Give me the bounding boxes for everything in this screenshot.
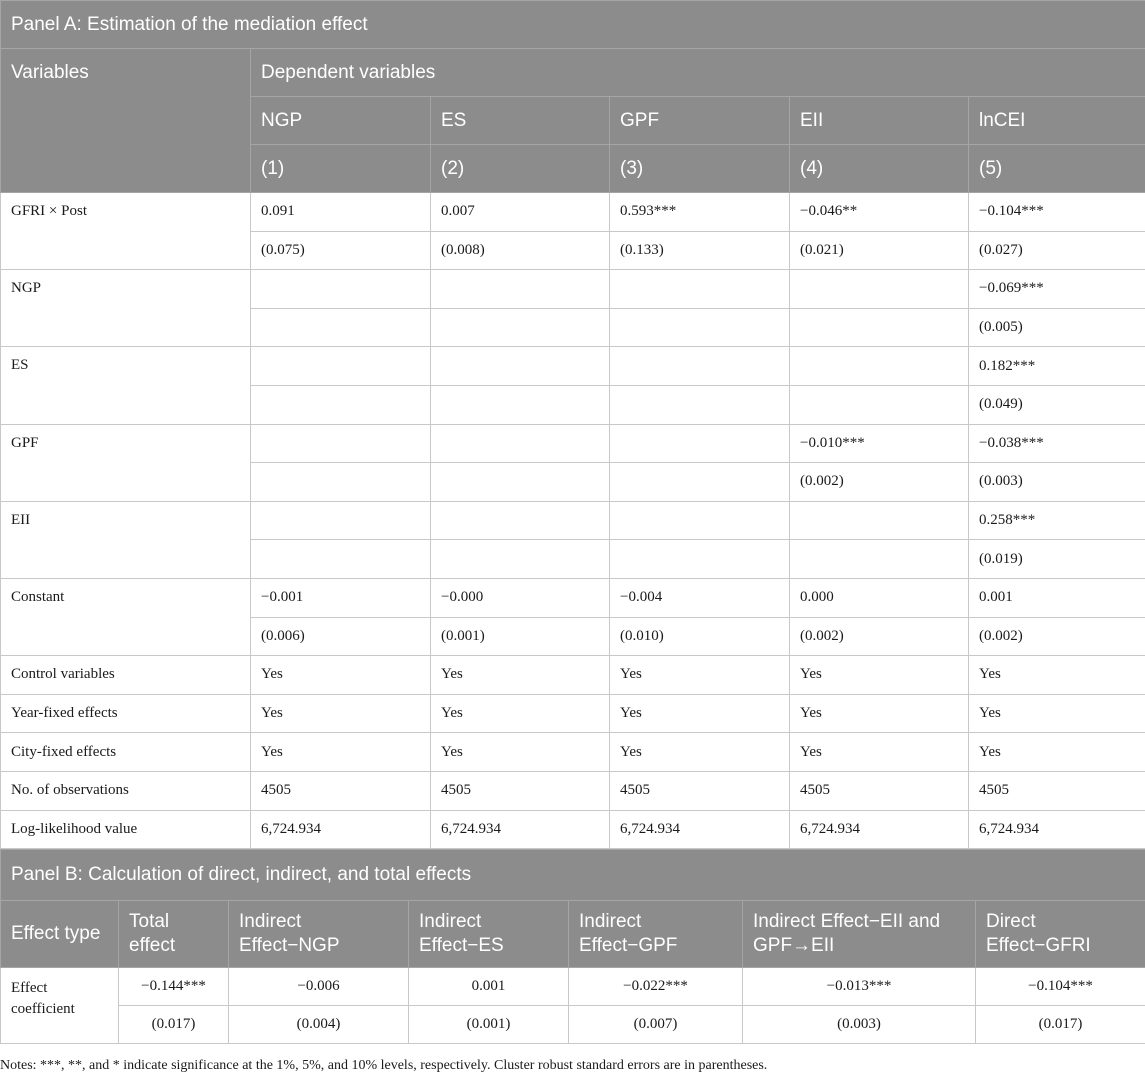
coef-cell: −0.104*** <box>969 193 1145 232</box>
panel-b-title-row <box>1 850 1145 901</box>
value-cell: Yes <box>431 694 610 733</box>
value-cell: Yes <box>610 733 790 772</box>
se-cell <box>610 540 790 579</box>
total-effect-header: Total effect <box>119 901 229 968</box>
panel-a-title-row <box>1 1 1145 49</box>
row-label: No. of observations <box>1 771 251 810</box>
column-number: (5) <box>969 145 1145 193</box>
value-cell: 4505 <box>790 771 969 810</box>
table-row <box>1 270 1145 309</box>
se-cell <box>610 463 790 502</box>
value-cell: Yes <box>969 694 1145 733</box>
coef-cell <box>431 347 610 386</box>
se-cell <box>251 540 431 579</box>
value-cell: 6,724.934 <box>790 810 969 849</box>
panel-b-title: Panel B: Calculation of direct, indirect, and total effects <box>1 850 1145 901</box>
coef-cell: 0.001 <box>409 968 569 1006</box>
table-row <box>1 694 1145 733</box>
se-cell: (0.075) <box>251 231 431 270</box>
coef-cell <box>251 424 431 463</box>
value-cell: Yes <box>431 733 610 772</box>
value-cell: 6,724.934 <box>431 810 610 849</box>
header-row-1 <box>1 49 1145 97</box>
table-row <box>1 968 1145 1006</box>
value-cell: Yes <box>969 656 1145 695</box>
value-cell: Yes <box>969 733 1145 772</box>
coef-cell: 0.007 <box>431 193 610 232</box>
coef-cell: −0.046** <box>790 193 969 232</box>
indirect-gpf-header: Indirect Effect−GPF <box>569 901 743 968</box>
column-header-eii: EII <box>790 97 969 145</box>
column-number: (1) <box>251 145 431 193</box>
coef-cell <box>431 501 610 540</box>
indirect-eii-header: Indirect Effect−EII and GPF→EII <box>743 901 976 968</box>
value-cell: Yes <box>431 656 610 695</box>
se-cell: (0.021) <box>790 231 969 270</box>
row-label: GPF <box>1 424 251 501</box>
se-cell: (0.002) <box>790 463 969 502</box>
se-cell: (0.019) <box>969 540 1145 579</box>
coef-cell <box>431 270 610 309</box>
value-cell: 4505 <box>969 771 1145 810</box>
column-number: (3) <box>610 145 790 193</box>
se-cell: (0.133) <box>610 231 790 270</box>
coef-cell: −0.010*** <box>790 424 969 463</box>
table-row <box>1 193 1145 232</box>
se-cell <box>431 308 610 347</box>
row-label: Constant <box>1 578 251 655</box>
se-cell <box>790 540 969 579</box>
indirect-es-header: Indirect Effect−ES <box>409 901 569 968</box>
table-row <box>1 501 1145 540</box>
se-cell: (0.003) <box>969 463 1145 502</box>
coef-cell <box>251 347 431 386</box>
se-cell <box>610 308 790 347</box>
se-cell <box>610 385 790 424</box>
row-label: Effect coefficient <box>1 968 119 1044</box>
row-label: Control variables <box>1 656 251 695</box>
coef-cell: 0.001 <box>969 578 1145 617</box>
value-cell: 6,724.934 <box>251 810 431 849</box>
value-cell: Yes <box>790 694 969 733</box>
row-label: GFRI × Post <box>1 193 251 270</box>
variables-header: Variables <box>1 49 251 193</box>
se-cell <box>251 385 431 424</box>
coef-cell: −0.006 <box>229 968 409 1006</box>
value-cell: 6,724.934 <box>610 810 790 849</box>
se-cell <box>431 463 610 502</box>
row-label: Year-fixed effects <box>1 694 251 733</box>
value-cell: 4505 <box>251 771 431 810</box>
se-cell: (0.007) <box>569 1006 743 1044</box>
se-cell: (0.004) <box>229 1006 409 1044</box>
panel-a-title: Panel A: Estimation of the mediation effect <box>1 1 1145 49</box>
se-cell <box>790 385 969 424</box>
coef-cell: −0.069*** <box>969 270 1145 309</box>
coef-cell: −0.022*** <box>569 968 743 1006</box>
se-cell <box>431 540 610 579</box>
table-row <box>1 656 1145 695</box>
se-cell <box>790 308 969 347</box>
table-row <box>1 810 1145 849</box>
table-row <box>1 1006 1145 1044</box>
column-header-lncei: lnCEI <box>969 97 1145 145</box>
effect-type-header: Effect type <box>1 901 119 968</box>
se-cell: (0.001) <box>409 1006 569 1044</box>
table-row <box>1 733 1145 772</box>
coef-cell: 0.182*** <box>969 347 1145 386</box>
direct-gfri-header: Direct Effect−GFRI <box>976 901 1145 968</box>
indirect-ngp-header: Indirect Effect−NGP <box>229 901 409 968</box>
value-cell: Yes <box>251 694 431 733</box>
coef-cell: −0.038*** <box>969 424 1145 463</box>
coef-cell <box>790 501 969 540</box>
se-cell: (0.002) <box>969 617 1145 656</box>
se-cell: (0.017) <box>119 1006 229 1044</box>
coef-cell: −0.144*** <box>119 968 229 1006</box>
coef-cell <box>610 424 790 463</box>
table-row <box>1 771 1145 810</box>
row-label: ES <box>1 347 251 424</box>
coef-cell: −0.000 <box>431 578 610 617</box>
value-cell: 4505 <box>610 771 790 810</box>
value-cell: Yes <box>790 733 969 772</box>
coef-cell: 0.593*** <box>610 193 790 232</box>
coef-cell: −0.001 <box>251 578 431 617</box>
value-cell: Yes <box>790 656 969 695</box>
row-label: NGP <box>1 270 251 347</box>
panel-b-table <box>0 849 1145 1044</box>
value-cell: Yes <box>251 656 431 695</box>
coef-cell: 0.000 <box>790 578 969 617</box>
coef-cell <box>610 270 790 309</box>
column-number: (2) <box>431 145 610 193</box>
se-cell: (0.010) <box>610 617 790 656</box>
se-cell: (0.001) <box>431 617 610 656</box>
table-row <box>1 578 1145 617</box>
coef-cell: 0.258*** <box>969 501 1145 540</box>
coef-cell <box>610 347 790 386</box>
dependent-variables-header: Dependent variables <box>251 49 1145 97</box>
se-cell: (0.005) <box>969 308 1145 347</box>
se-cell: (0.006) <box>251 617 431 656</box>
value-cell: Yes <box>610 694 790 733</box>
row-label: Log-likelihood value <box>1 810 251 849</box>
table-row <box>1 347 1145 386</box>
se-cell <box>251 463 431 502</box>
coef-cell <box>610 501 790 540</box>
coef-cell: −0.004 <box>610 578 790 617</box>
value-cell: 6,724.934 <box>969 810 1145 849</box>
column-header-gpf: GPF <box>610 97 790 145</box>
table-notes: Notes: ***, **, and * indicate significance at the 1%, 5%, and 10% levels, respectively. Cluster robust standard errors are in parentheses. <box>0 1044 1145 1074</box>
column-header-ngp: NGP <box>251 97 431 145</box>
column-number: (4) <box>790 145 969 193</box>
coef-cell <box>251 270 431 309</box>
value-cell: Yes <box>610 656 790 695</box>
coef-cell: 0.091 <box>251 193 431 232</box>
table-row <box>1 424 1145 463</box>
panel-b-header-row <box>1 901 1145 968</box>
se-cell <box>251 308 431 347</box>
value-cell: 4505 <box>431 771 610 810</box>
coef-cell <box>251 501 431 540</box>
column-header-es: ES <box>431 97 610 145</box>
value-cell: Yes <box>251 733 431 772</box>
se-cell <box>431 385 610 424</box>
se-cell: (0.003) <box>743 1006 976 1044</box>
se-cell: (0.049) <box>969 385 1145 424</box>
se-cell: (0.008) <box>431 231 610 270</box>
se-cell: (0.002) <box>790 617 969 656</box>
se-cell: (0.027) <box>969 231 1145 270</box>
se-cell: (0.017) <box>976 1006 1145 1044</box>
coef-cell: −0.104*** <box>976 968 1145 1006</box>
coef-cell <box>790 270 969 309</box>
coef-cell: −0.013*** <box>743 968 976 1006</box>
row-label: City-fixed effects <box>1 733 251 772</box>
coef-cell <box>431 424 610 463</box>
row-label: EII <box>1 501 251 578</box>
coef-cell <box>790 347 969 386</box>
